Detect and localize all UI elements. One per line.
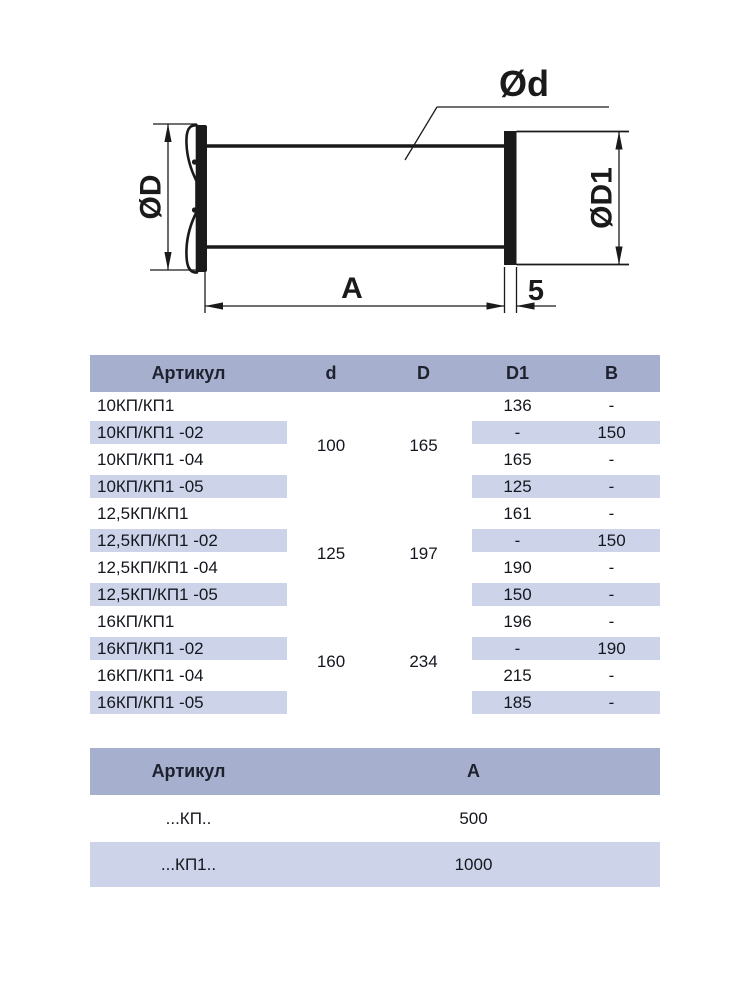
b-cell: 150 bbox=[563, 527, 660, 554]
col-header-D: D bbox=[375, 355, 472, 392]
label-flange-diameter: ØD1 bbox=[585, 167, 619, 229]
table-row bbox=[90, 795, 660, 842]
arrow-A-right bbox=[487, 302, 505, 309]
arrow-A-left bbox=[205, 302, 223, 309]
table-row bbox=[90, 500, 660, 527]
col-header-d: d bbox=[287, 355, 375, 392]
article-cell: 16КП/КП1 -05 bbox=[90, 689, 287, 716]
dimensions-table bbox=[90, 355, 660, 716]
b-cell: 190 bbox=[563, 635, 660, 662]
b-cell: - bbox=[608, 449, 615, 469]
b-cell: - bbox=[563, 581, 660, 608]
grille-lip-profile bbox=[186, 125, 197, 272]
b-cell: - bbox=[608, 557, 615, 577]
D-merged-cell: 234 bbox=[409, 652, 438, 671]
d1-cell: 136 bbox=[503, 395, 532, 415]
article-cell: 16КП/КП1 -04 bbox=[97, 665, 204, 685]
length-table bbox=[90, 748, 660, 887]
d1-cell: - bbox=[472, 527, 563, 554]
b-cell: - bbox=[608, 611, 615, 631]
arrow-D1-down bbox=[615, 247, 622, 265]
length-table-header bbox=[90, 748, 660, 795]
D-merged-cell: 165 bbox=[409, 436, 438, 455]
d-merged-cell: 100 bbox=[316, 436, 346, 455]
b-cell: - bbox=[608, 665, 615, 685]
article-cell: 16КП/КП1 -02 bbox=[90, 635, 287, 662]
b-cell: - bbox=[563, 689, 660, 716]
d1-cell: 185 bbox=[472, 689, 563, 716]
article-cell: 12,5КП/КП1 -05 bbox=[90, 581, 287, 608]
table-row bbox=[90, 608, 660, 635]
arrow-D-up bbox=[164, 124, 171, 142]
col-header-B: B bbox=[563, 355, 660, 392]
d1-cell: 190 bbox=[503, 557, 532, 577]
duct-technical-drawing bbox=[0, 0, 750, 340]
article-cell: 10КП/КП1 -05 bbox=[90, 473, 287, 500]
b-cell: 150 bbox=[563, 419, 660, 446]
arrow-D1-up bbox=[615, 132, 622, 150]
d1-cell: 150 bbox=[472, 581, 563, 608]
dimensions-table-header bbox=[90, 355, 660, 392]
grille-boss-bottom bbox=[192, 207, 197, 212]
d-merged-cell: 160 bbox=[316, 652, 346, 671]
grille-boss-top bbox=[192, 159, 197, 164]
article-cell: ...КП1.. bbox=[90, 842, 287, 887]
label-grille-diameter: ØD bbox=[134, 174, 168, 220]
b-cell: - bbox=[563, 473, 660, 500]
d1-cell: - bbox=[472, 635, 563, 662]
d1-cell: 196 bbox=[503, 611, 532, 631]
d1-cell: 161 bbox=[503, 503, 532, 523]
article-cell: 10КП/КП1 -04 bbox=[97, 449, 204, 469]
leader-diagonal bbox=[405, 107, 437, 160]
label-thickness-5: 5 bbox=[527, 275, 545, 307]
grille-plate-bar bbox=[197, 125, 208, 272]
d1-cell: 165 bbox=[503, 449, 532, 469]
arrow-D-down bbox=[164, 252, 171, 270]
col-header-article: Артикул bbox=[90, 355, 287, 392]
article-cell: 12,5КП/КП1 -02 bbox=[90, 527, 287, 554]
table-row bbox=[90, 842, 660, 887]
d1-cell: 125 bbox=[472, 473, 563, 500]
col-header-D1: D1 bbox=[472, 355, 563, 392]
d-merged-cell: 125 bbox=[316, 544, 346, 563]
article-cell: 12,5КП/КП1 bbox=[97, 503, 189, 523]
b-cell: - bbox=[608, 395, 615, 415]
article-cell: ...КП.. bbox=[165, 808, 212, 828]
col-header-article: Артикул bbox=[90, 748, 287, 795]
a-cell: 500 bbox=[459, 808, 488, 828]
article-cell: 10КП/КП1 bbox=[97, 395, 175, 415]
d1-cell: 215 bbox=[503, 665, 532, 685]
label-length-A: A bbox=[341, 272, 363, 305]
b-cell: - bbox=[608, 503, 615, 523]
d1-cell: - bbox=[472, 419, 563, 446]
article-cell: 16КП/КП1 bbox=[97, 611, 175, 631]
article-cell: 12,5КП/КП1 -04 bbox=[97, 557, 218, 577]
col-header-A: А bbox=[287, 748, 660, 795]
article-cell: 10КП/КП1 -02 bbox=[90, 419, 287, 446]
wall-flange-bar bbox=[504, 131, 517, 265]
a-cell: 1000 bbox=[287, 842, 660, 887]
label-duct-diameter: Ød bbox=[499, 63, 549, 104]
table-row bbox=[90, 392, 660, 419]
D-merged-cell: 197 bbox=[409, 544, 438, 563]
